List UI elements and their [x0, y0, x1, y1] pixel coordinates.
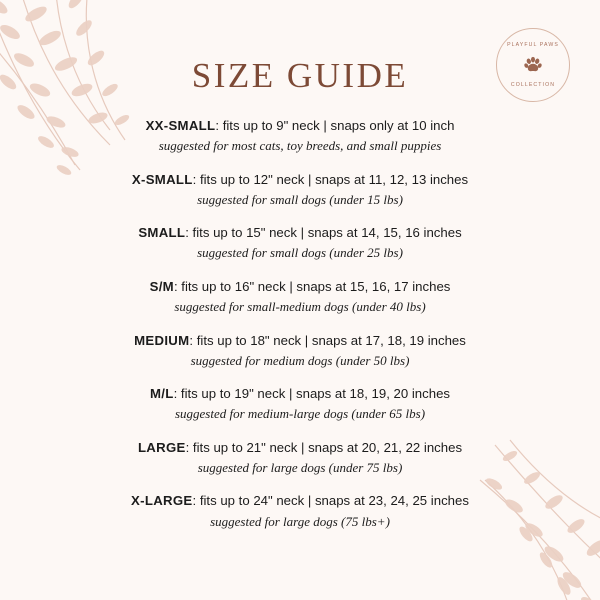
size-name: MEDIUM [134, 332, 190, 348]
size-line [0, 491, 600, 510]
list-item [0, 116, 600, 156]
size-name: X-SMALL [131, 171, 193, 187]
size-suggestion: suggested for medium dogs (under 50 lbs) [190, 352, 410, 368]
size-details: : fits up to 21" neck | snaps at 20, 21, 22 inches [185, 439, 463, 455]
size-line [0, 223, 600, 242]
size-details: : fits up to 19" neck | snaps at 18, 19, 20 inches [173, 386, 451, 402]
logo-text-bottom: COLLECTION [510, 82, 556, 88]
size-name: XX-SMALL [145, 118, 216, 133]
size-line [0, 277, 600, 296]
size-suggestion: suggested for medium-large dogs (under 65 lbs) [174, 406, 426, 422]
size-suggestion: suggested for large dogs (under 75 lbs) [197, 459, 403, 475]
size-suggestion: suggested for small dogs (under 15 lbs) [197, 191, 403, 207]
size-name: SMALL [138, 225, 186, 241]
logo-text-top: PLAYFUL PAWS [507, 42, 559, 48]
list-item [0, 491, 600, 531]
list-item [0, 223, 600, 263]
size-details: : fits up to 12" neck | snaps at 11, 12, 13 inches [192, 171, 469, 187]
list-item [0, 438, 600, 478]
size-suggestion: suggested for most cats, toy breeds, and small puppies [158, 138, 442, 154]
size-line [0, 331, 600, 350]
size-details: : fits up to 16" neck | snaps at 15, 16, 17 inches [173, 278, 451, 294]
size-line [0, 116, 600, 135]
size-details: : fits up to 9" neck | snaps only at 10 inch [215, 118, 455, 133]
size-name: LARGE [137, 439, 186, 455]
size-suggestion: suggested for large dogs (75 lbs+) [210, 513, 390, 529]
page-title: SIZE GUIDE [191, 56, 409, 95]
size-name: S/M [149, 278, 174, 294]
size-details: : fits up to 24" neck | snaps at 23, 24, 25 inches [192, 493, 469, 509]
list-item [0, 384, 600, 424]
size-list [0, 116, 600, 545]
size-details: : fits up to 18" neck | snaps at 17, 18, 19 inches [189, 332, 466, 348]
size-suggestion: suggested for small-medium dogs (under 40 lbs) [174, 299, 426, 315]
size-name: X-LARGE [131, 493, 193, 509]
list-item [0, 170, 600, 210]
size-name: M/L [149, 386, 174, 402]
size-line [0, 384, 600, 403]
size-details: : fits up to 15" neck | snaps at 14, 15, 16 inches [185, 225, 462, 241]
size-suggestion: suggested for small dogs (under 25 lbs) [197, 245, 403, 261]
list-item [0, 277, 600, 317]
size-line [0, 438, 600, 457]
list-item [0, 331, 600, 371]
size-line [0, 170, 600, 189]
